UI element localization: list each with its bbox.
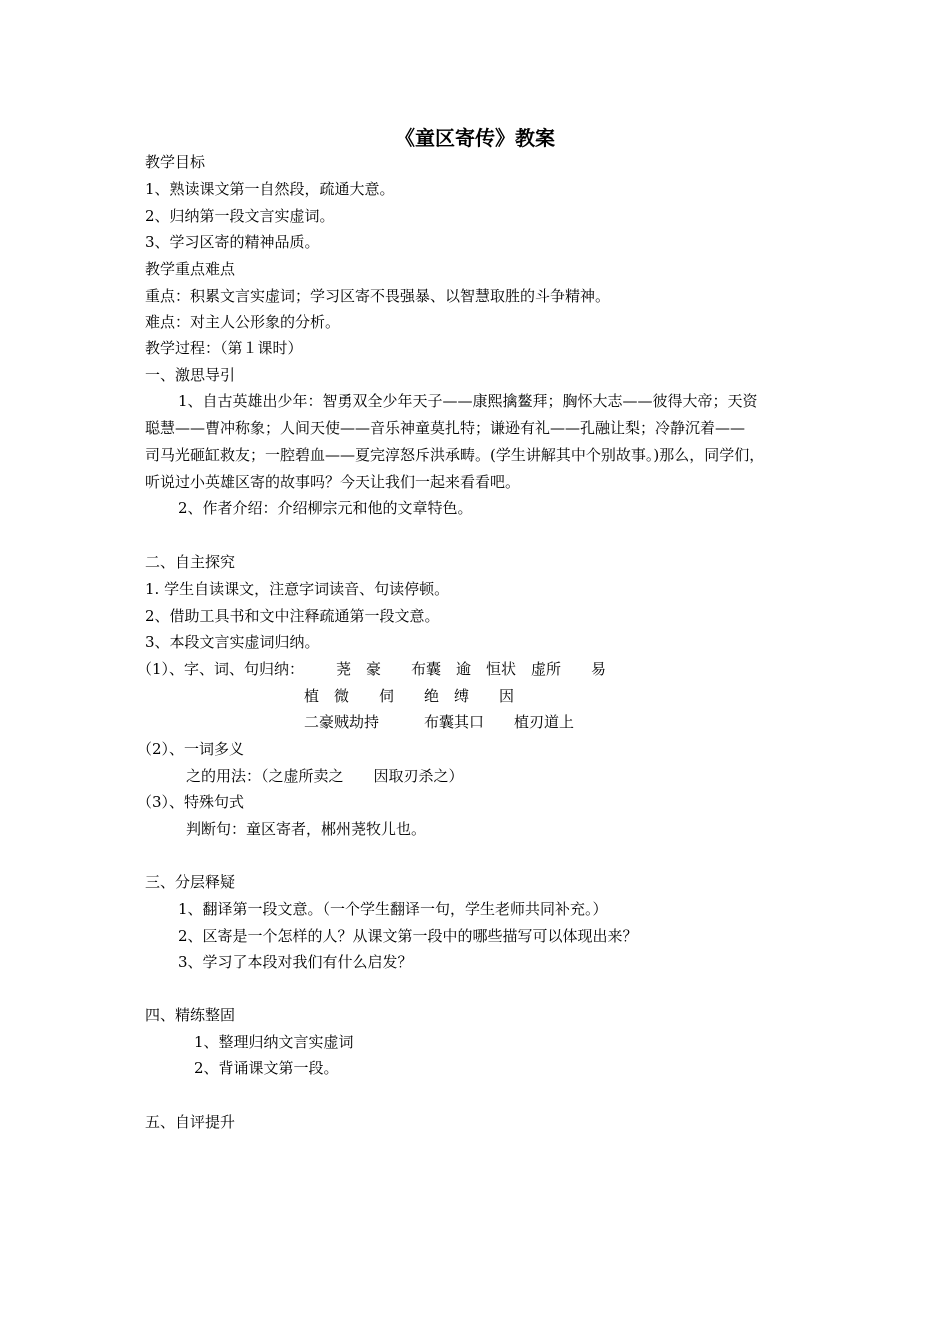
section-heading: 一、激思导引	[145, 366, 236, 384]
list-item: 2、区寄是一个怎样的人？从课文第一段中的哪些描写可以体现出来？	[178, 927, 638, 945]
list-item: 2、借助工具书和文中注释疏通第一段文意。	[145, 607, 440, 625]
sub-item-label: （3）、特殊句式	[137, 793, 245, 811]
document-title: 《童区寄传》教案	[395, 126, 555, 150]
paragraph-line: 司马光砸缸救友；一腔碧血——夏完淳怒斥洪承畴。(学生讲解其中个别故事。)那么，同学们，	[145, 446, 765, 464]
paragraph-line: 1、自古英雄出少年：智勇双全少年天子——康熙擒鳌拜；胸怀大志——彼得大帝；天资	[178, 392, 758, 410]
list-item: 2、背诵课文第一段。	[194, 1059, 339, 1077]
goal-item: 1、熟读课文第一自然段，疏通大意。	[145, 180, 395, 198]
sub-item-content: 判断句：童区寄者，郴州荛牧儿也。	[186, 820, 427, 838]
section-heading: 四、精练整固	[145, 1006, 236, 1024]
sub-item-content: 之的用法：（之虚所卖之 因取刃杀之）	[186, 767, 464, 785]
list-item: 1、整理归纳文言实虚词	[194, 1033, 354, 1051]
goals-heading: 教学目标	[145, 153, 206, 171]
word-list-row: 植 微 伺 绝 缚 因	[304, 687, 515, 705]
key-point: 重点：积累文言实虚词；学习区寄不畏强暴、以智慧取胜的斗争精神。	[145, 287, 611, 305]
section-heading: 二、自主探究	[145, 553, 236, 571]
goal-item: 3、学习区寄的精神品质。	[145, 233, 320, 251]
section-heading: 三、分层释疑	[145, 873, 236, 891]
sub-item-label: （2）、一词多义	[137, 740, 245, 758]
word-list-row: 荛 豪 布囊 逾 恒状 虚所 易	[336, 660, 607, 678]
list-item: 1. 学生自读课文，注意字词读音、句读停顿。	[145, 580, 450, 598]
sub-item-label: （1）、字、词、句归纳：	[137, 660, 305, 678]
difficult-point: 难点：对主人公形象的分析。	[145, 313, 341, 331]
paragraph-line: 2、作者介绍：介绍柳宗元和他的文章特色。	[178, 499, 473, 517]
goal-item: 2、归纳第一段文言实虚词。	[145, 207, 335, 225]
paragraph-line: 聪慧——曹冲称象；人间天使——音乐神童莫扎特；谦逊有礼——孔融让梨；冷静沉着——	[145, 419, 746, 437]
paragraph-line: 听说过小英雄区寄的故事吗？今天让我们一起来看看吧。	[145, 473, 521, 491]
section-heading: 五、自评提升	[145, 1113, 236, 1131]
list-item: 3、学习了本段对我们有什么启发？	[178, 953, 413, 971]
list-item: 1、翻译第一段文意。（一个学生翻译一句，学生老师共同补充。）	[178, 900, 608, 918]
list-item: 3、本段文言实虚词归纳。	[145, 633, 320, 651]
key-heading: 教学重点难点	[145, 260, 236, 278]
process-heading: 教学过程：（第１课时）	[145, 339, 303, 357]
word-list-row: 二豪贼劫持 布囊其口 植刃道上	[304, 713, 575, 731]
